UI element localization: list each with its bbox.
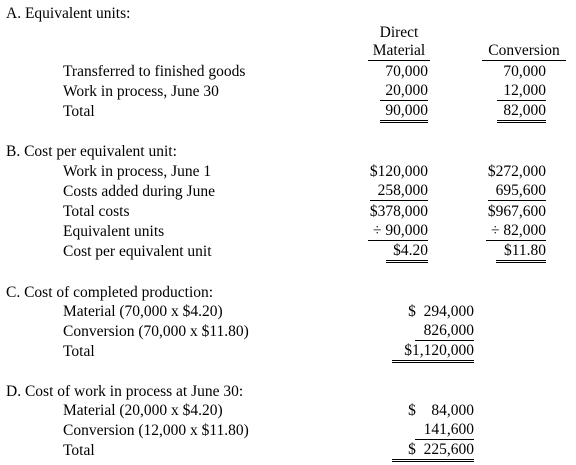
row-label: Work in process, June 1 (63, 163, 212, 180)
conv-value: 695,600 (488, 182, 546, 201)
conv-value: $967,600 (487, 203, 546, 220)
row-label: Total costs (63, 203, 130, 220)
amount-total: $ 225,600 (392, 441, 474, 462)
row-label: Transferred to finished goods (63, 63, 246, 80)
dm-value: 258,000 (370, 182, 428, 201)
column-header-direct: Direct (379, 24, 419, 41)
conv-cost-per-unit: $11.80 (496, 242, 546, 263)
row-label: Conversion (70,000 x $11.80) (63, 323, 249, 340)
amount-value: 826,000 (415, 322, 474, 341)
row-label: Costs added during June (63, 183, 215, 200)
conv-value: ÷ 82,000 (486, 222, 546, 241)
section-c-heading: C. Cost of completed production: (6, 284, 214, 301)
row-label: Material (70,000 x $4.20) (63, 303, 223, 320)
dm-value: ÷ 90,000 (368, 222, 428, 241)
dm-cost-per-unit: $4.20 (386, 242, 428, 263)
dm-value: $378,000 (369, 203, 428, 220)
row-label: Conversion (12,000 x $11.80) (63, 422, 249, 439)
row-label: Work in process, June 30 (63, 83, 219, 100)
column-header-conversion: Conversion (482, 42, 566, 61)
amount-value: $ 294,000 (408, 303, 474, 320)
row-label: Total (63, 103, 95, 120)
amount-total: $1,120,000 (392, 342, 474, 363)
dm-total: 90,000 (380, 102, 428, 123)
section-b-heading: B. Cost per equivalent unit: (6, 143, 177, 160)
conv-value: 70,000 (503, 63, 546, 80)
dm-value: $120,000 (369, 163, 428, 180)
row-label: Total (63, 442, 95, 459)
amount-value: $ 84,000 (408, 402, 474, 419)
section-d-heading: D. Cost of work in process at June 30: (6, 383, 244, 400)
dm-value: 20,000 (380, 82, 428, 101)
conv-total: 82,000 (497, 102, 546, 123)
row-label: Material (20,000 x $4.20) (63, 402, 223, 419)
dm-value: 70,000 (385, 63, 428, 80)
row-label: Total (63, 343, 95, 360)
row-label: Equivalent units (63, 223, 165, 240)
amount-value: 141,600 (415, 421, 474, 440)
column-header-material: Material (368, 42, 430, 61)
row-label: Cost per equivalent unit (63, 243, 212, 260)
section-a-heading: A. Equivalent units: (6, 5, 131, 22)
conv-value: $272,000 (487, 163, 546, 180)
conv-value: 12,000 (497, 82, 546, 101)
